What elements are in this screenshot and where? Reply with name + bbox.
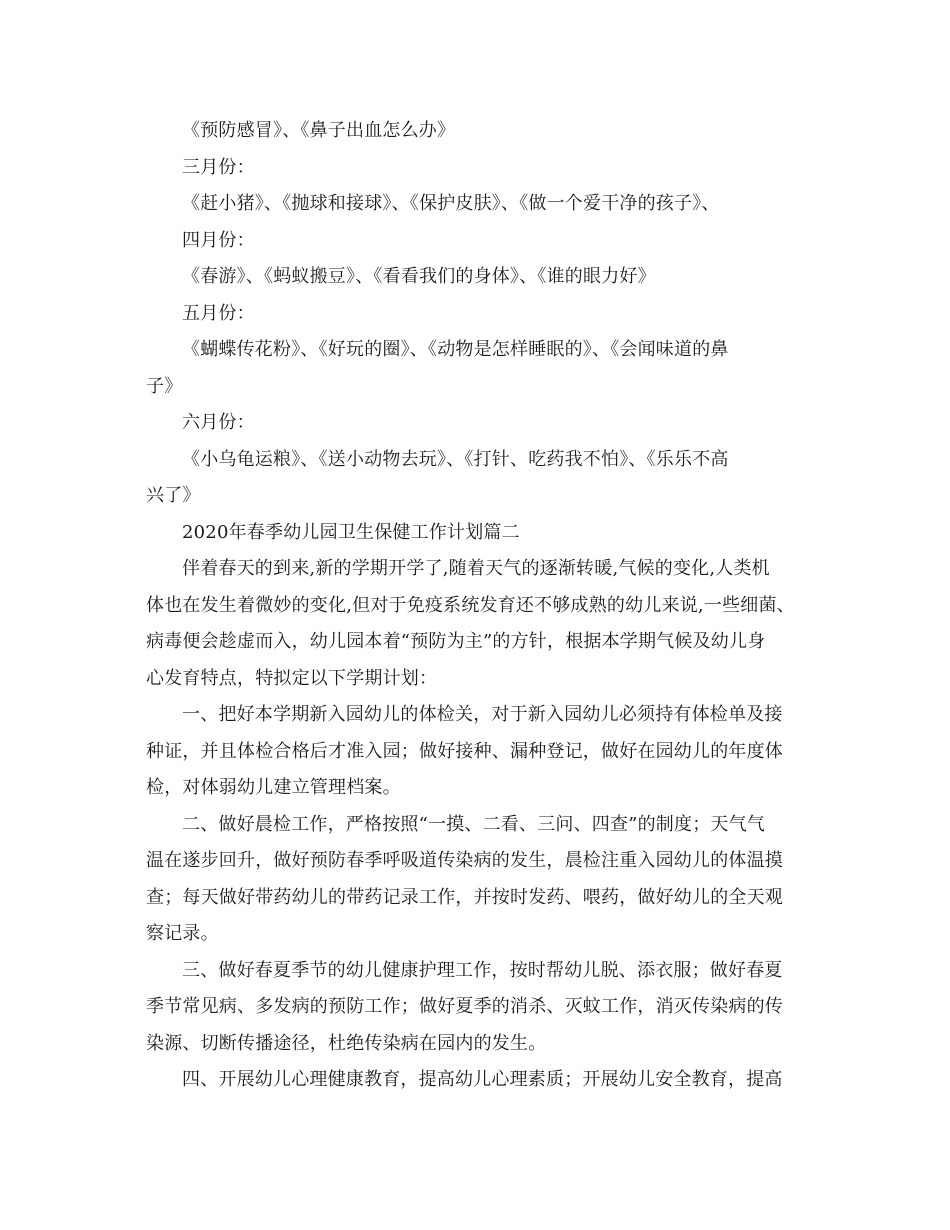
text-line: 心发育特点，特拟定以下学期计划： <box>146 667 438 689</box>
text-line: 三月份： <box>182 156 255 178</box>
document-body <box>146 113 806 1099</box>
text-line: 《小乌龟运粮》、《送小动物去玩》、《打针、吃药我不怕》、《乐乐不高 <box>182 448 729 470</box>
text-line: 四、开展幼儿心理健康教育，提高幼儿心理素质；开展幼儿安全教育，提高 <box>182 1069 783 1090</box>
text-line: 《蝴蝶传花粉》、《好玩的圈》、《动物是怎样睡眠的》、《会闻味道的鼻 <box>182 339 729 360</box>
text-line: 种证，并且体检合格后才准入园；做好接种、漏种登记，做好在园幼儿的年度体 <box>146 740 783 762</box>
text-line: 季节常见病、多发病的预防工作；做好夏季的消杀、灭蚊工作，消灭传染病的传 <box>146 996 783 1017</box>
text-line: 三、做好春夏季节的幼儿健康护理工作，按时帮幼儿脱、添衣服；做好春夏 <box>182 959 783 981</box>
text-line: 温在遂步回升，做好预防春季呼吸道传染病的发生，晨检注重入园幼儿的体温摸 <box>146 850 783 871</box>
text-line: 兴了》 <box>146 485 201 506</box>
section-heading: 2020年春季幼儿园卫生保健工作计划篇二 <box>182 521 520 543</box>
text-line: 察记录。 <box>146 923 219 944</box>
text-line: 《春游》、《蚂蚁搬豆》、《看看我们的身体》、《谁的眼力好》 <box>182 266 656 287</box>
text-line: 查；每天做好带药幼儿的带药记录工作，并按时发药、喂药，做好幼儿的全天观 <box>146 886 783 908</box>
text-line: 伴着春天的到来,新的学期开学了,随着天气的逐渐转暖,气候的变化,人类机 <box>182 558 770 579</box>
text-line: 一、把好本学期新入园幼儿的体检关，对于新入园幼儿必须持有体检单及接 <box>182 704 783 725</box>
text-line: 《预防感冒》、《鼻子出血怎么办》 <box>182 120 456 141</box>
text-line: 体也在发生着微妙的变化,但对于免疫系统发育还不够成熟的幼儿来说,一些细菌、 <box>146 594 795 616</box>
text-line: 四月份： <box>182 229 255 251</box>
text-line: 染源、切断传播途径，杜绝传染病在园内的发生。 <box>146 1032 547 1054</box>
text-line: 病毒便会趁虚而入，幼儿园本着“预防为主”的方针，根据本学期气候及幼儿身 <box>146 631 766 652</box>
text-line: 检，对体弱幼儿建立管理档案。 <box>146 777 401 798</box>
text-line: 六月份： <box>182 412 255 433</box>
text-line: 《赶小猪》、《抛球和接球》、《保护皮肤》、《做一个爱干净的孩子》、 <box>182 193 720 214</box>
text-line: 二、做好晨检工作，严格按照“一摸、二看、三问、四查”的制度；天气气 <box>182 813 766 835</box>
text-line: 子》 <box>146 375 183 397</box>
text-line: 五月份： <box>182 302 255 324</box>
